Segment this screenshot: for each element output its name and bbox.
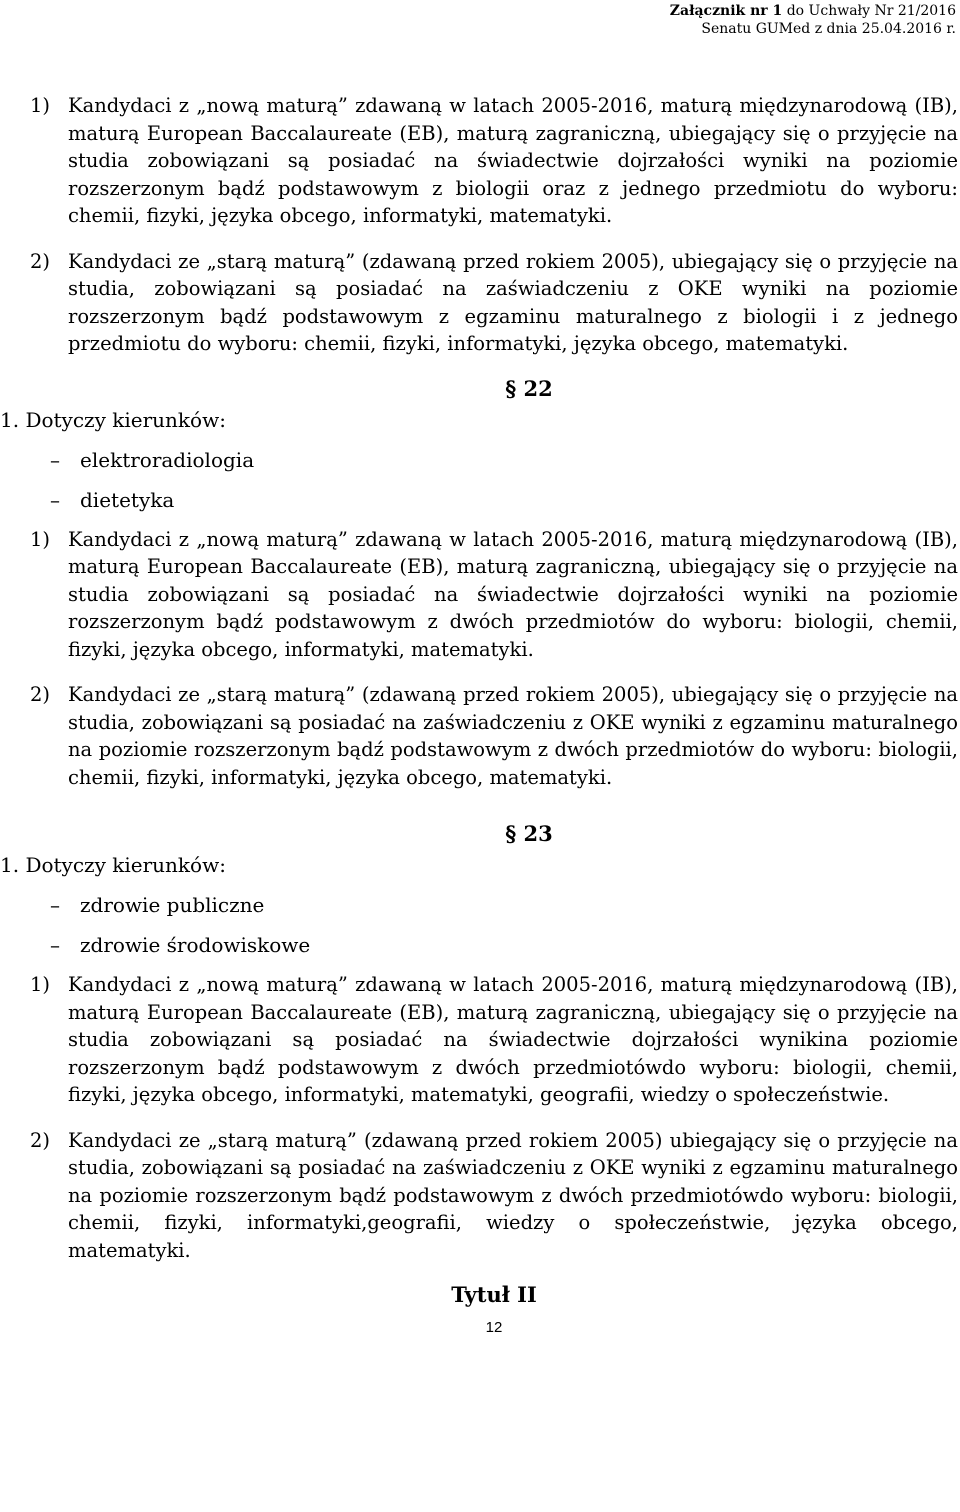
field-of-study-list [30,446,958,514]
header-line-1 [670,2,956,20]
section-22 [0,375,958,792]
list-item [30,891,958,919]
list-item [30,971,958,1109]
list-item [30,446,958,474]
applies-to-label: 1. Dotyczy kierunków: [0,407,226,432]
header-line-2: Senatu GUMed z dnia 25.04.2016 r. [701,21,956,37]
item-number: 1) [30,94,51,117]
document-body [0,92,958,1336]
paragraph-heading: § 23 [505,821,553,846]
page-number: 12 [485,1319,503,1336]
attachment-label: Załącznik nr 1 [669,3,783,19]
field-name: zdrowie środowiskowe [80,933,311,957]
document-header [670,2,956,38]
item-text: Kandydaci z „nową maturą” zdawaną w latach 2005-2016, maturą międzynarodową (IB), maturą European Baccalaureate (EB), maturą zagraniczną, ubiegający się o przyjęcie na studia zobowiązani są posiadać na świadectwie dojrzałości wyniki na poziomie rozszerzonym bądź podstawowym z biologii oraz z jednego przedmiotu do wyboru: chemii, fizyki, języka obcego, informatyki, matematyki. [68,94,958,227]
section-top [30,92,958,358]
list-item [30,486,958,514]
item-number: 2) [30,249,51,273]
dash-bullet: – [50,487,60,512]
list-item [30,526,958,664]
dash-bullet: – [50,933,60,957]
field-of-study-list [30,891,958,959]
title-heading: Tytuł II [451,1282,537,1307]
item-number: 1) [30,973,51,996]
list-item [30,681,958,791]
dash-bullet: – [50,447,60,472]
item-number: 2) [30,683,51,706]
applies-to-label: 1. Dotyczy kierunków: [0,853,226,877]
item-text: Kandydaci ze „starą maturą” (zdawaną przed rokiem 2005) ubiegający się o przyjęcie na studia, zobowiązani są posiadać na zaświadczeniu z OKE wyniki z egzaminu maturalnego na poziomie rozszerzonym bądź podstawowym z dwóch przedmiotówdo wyboru: biologii, chemii, fizyki, informatyki,geografii, wiedzy o społeczeństwie, języka obcego, matematyki. [68,1128,958,1262]
section-23 [0,821,958,1264]
item-text: Kandydaci ze „starą maturą” (zdawaną przed rokiem 2005), ubiegający się o przyjęcie na studia, zobowiązani są posiadać na zaświadczeniu z OKE wyniki na poziomie rozszerzonym bądź podstawowym z egzaminu maturalnego z biologii i z jednego przedmiotu do wyboru: chemii, fizyki, informatyki, języka obcego, matematyki. [68,249,958,355]
field-name: dietetyka [80,487,175,512]
item-number: 2) [30,1128,51,1152]
item-text: Kandydaci ze „starą maturą” (zdawaną przed rokiem 2005), ubiegający się o przyjęcie na studia, zobowiązani są posiadać na zaświadczeniu z OKE wyniki z egzaminu maturalnego na poziomie rozszerzonym bądź podstawowym z dwóch przedmiotów do wyboru: biologii, chemii, fizyki, informatyki, języka obcego, matematyki. [68,683,958,789]
item-number: 1) [30,527,51,551]
field-name: elektroradiologia [80,447,255,472]
resolution-number: do Uchwały Nr 21/2016 [782,3,956,19]
field-name: zdrowie publiczne [80,893,265,917]
list-item [30,248,958,358]
list-item [30,1127,958,1265]
paragraph-heading: § 22 [505,375,553,401]
item-text: Kandydaci z „nową maturą” zdawaną w latach 2005-2016, maturą międzynarodową (IB), maturą European Baccalaureate (EB), maturą zagraniczną, ubiegający się o przyjęcie na studia zobowiązani są posiadać na świadectwie dojrzałości wyniki na poziomie rozszerzonym bądź podstawowym z dwóch przedmiotów do wyboru: biologii, chemii, fizyki, języka obcego, informatyki, matematyki. [68,527,958,661]
list-item [30,92,958,230]
list-item [30,931,958,959]
item-text: Kandydaci z „nową maturą” zdawaną w latach 2005-2016, maturą międzynarodową (IB), maturą European Baccalaureate (EB), maturą zagraniczną, ubiegający się o przyjęcie na studia zobowiązani są posiadać na świadectwie dojrzałości wynikina poziomie rozszerzonym bądź podstawowym z dwóch przedmiotówdo wyboru: biologii, chemii, fizyki, języka obcego, informatyki, matematyki, geografii, wiedzy o społeczeństwie. [68,973,958,1106]
dash-bullet: – [50,893,60,917]
